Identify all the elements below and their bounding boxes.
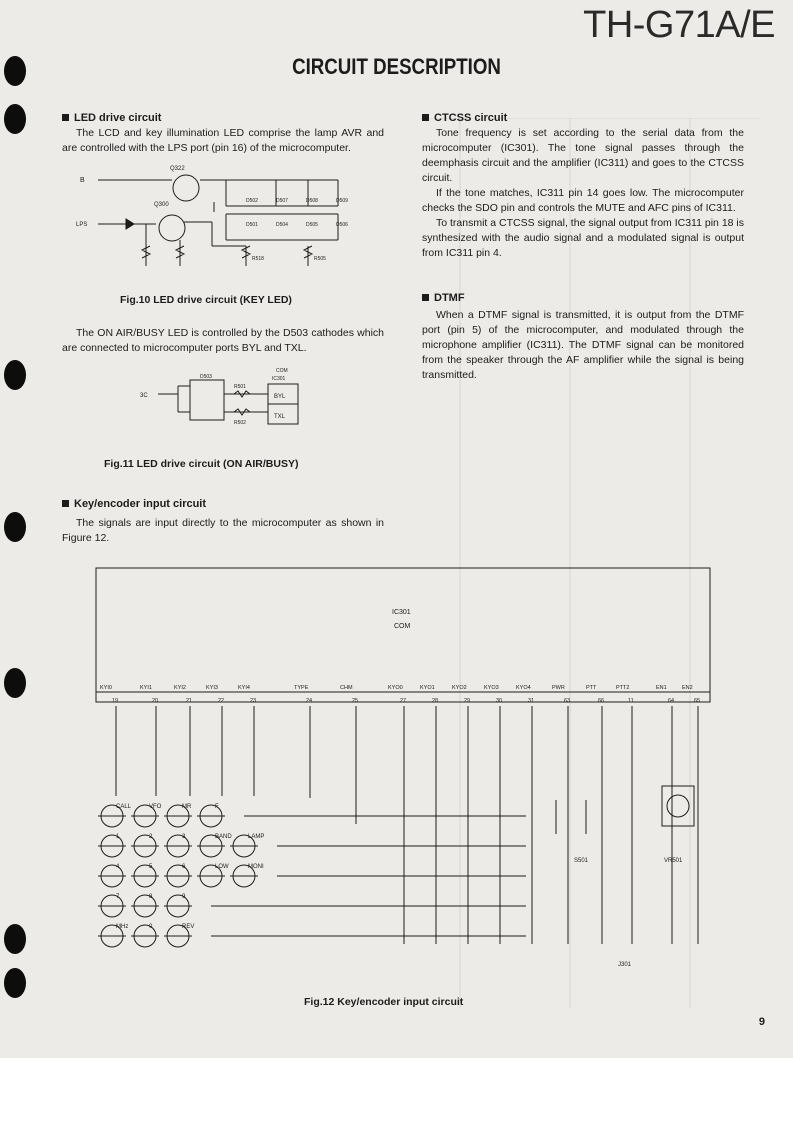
on-air-busy-text: The ON AIR/BUSY LED is controlled by the D503 cathodes which are connected to microcomputer ports BYL and TXL. xyxy=(62,327,384,354)
binder-hole xyxy=(4,104,26,134)
fig12-key-label: REV xyxy=(182,924,195,930)
fig12-port-ptt: PTT xyxy=(586,685,597,691)
fig12-key-label: LAMP xyxy=(248,834,265,840)
fig12-key-label: CALL xyxy=(116,804,132,810)
svg-text:D509: D509 xyxy=(336,198,348,204)
dtmf-text: When a DTMF signal is transmitted, it is output from the DTMF port (pin 5) of the microcomputer, and modulated through the microphone amplifier (IC311). The DTMF signal can be monitored from the speaker through the AF amplifier while the signal is being transmitted. xyxy=(422,309,744,381)
fig12-port-kyo3: KYO3 xyxy=(484,685,499,691)
svg-text:D507: D507 xyxy=(276,198,288,204)
binder-hole xyxy=(4,968,26,998)
binder-hole xyxy=(4,924,26,954)
fig12-key-label: 8 xyxy=(149,894,153,900)
fig12-key-label: LOW xyxy=(215,864,229,870)
fig10-led-drive-diagram xyxy=(76,162,376,288)
binder-hole xyxy=(4,668,26,698)
dtmf-heading: DTMF xyxy=(422,292,465,304)
fig10-caption: Fig.10 LED drive circuit (KEY LED) xyxy=(120,294,292,306)
fig12-key-label: 1 xyxy=(116,834,120,840)
svg-text:R518: R518 xyxy=(252,256,264,262)
ctcss-text: Tone frequency is set according to the serial data from the microcomputer (IC301). The tone signal passes through the deemphasis circuit and the amplifier (IC311) and goes to the CTCSS circuit. If the tone matches, IC311 pin 14 goes low. The microcomputer checks the SDO pin and controls the MUTE and AFC pins of IC311. To transmit a CTCSS signal, the signal output from IC311 pin 18 is synthesized with the audio signal and a modulated signal is output from IC311 pin 4. xyxy=(422,127,744,259)
fig12-key-label: 9 xyxy=(182,894,186,900)
svg-text:LPS: LPS xyxy=(76,222,88,228)
svg-text:3C: 3C xyxy=(140,393,148,399)
fig12-key-label: 5 xyxy=(149,864,153,870)
svg-text:Q322: Q322 xyxy=(170,166,185,172)
fig12-pin-30: 30 xyxy=(496,698,503,704)
led-drive-text: The LCD and key illumination LED comprise the lamp AVR and are controlled with the LPS port (pin 16) of the microcomputer. xyxy=(62,127,384,154)
fig12-port-kyo1: KYO1 xyxy=(420,685,435,691)
model-number: TH-G71A/E xyxy=(583,4,775,46)
fig12-key-label: MR xyxy=(182,804,192,810)
fig12-pin-24: 24 xyxy=(306,698,313,704)
key-encoder-text: The signals are input directly to the microcomputer as shown in Figure 12. xyxy=(62,517,384,544)
svg-text:R502: R502 xyxy=(234,420,246,426)
svg-text:R501: R501 xyxy=(234,384,246,390)
fig12-key-label: VFO xyxy=(149,804,162,810)
fig12-port-ptt2: PTT2 xyxy=(616,685,630,691)
fig12-port-kyi2: KYI2 xyxy=(174,685,186,691)
ctcss-heading: CTCSS circuit xyxy=(422,112,507,124)
svg-text:R505: R505 xyxy=(314,256,326,262)
fig12-pin-28: 28 xyxy=(432,698,439,704)
fig12-com-label: COM xyxy=(394,623,411,630)
fig12-pin-22: 22 xyxy=(218,698,225,704)
fig12-ic301-label: IC301 xyxy=(392,609,411,616)
fig12-port-chm: CHM xyxy=(340,685,353,691)
fig12-key-label: 2 xyxy=(149,834,153,840)
svg-text:BYL: BYL xyxy=(274,394,286,400)
fig11-caption: Fig.11 LED drive circuit (ON AIR/BUSY) xyxy=(104,458,299,470)
fig12-key-label: F xyxy=(215,804,219,810)
fig12-port-kyi4: KYI4 xyxy=(238,685,250,691)
fig12-port-kyo0: KYO0 xyxy=(388,685,403,691)
fig12-port-kyi1: KYI1 xyxy=(140,685,152,691)
fig12-pin-11: 11 xyxy=(628,698,634,704)
fig12-key-label: MHz xyxy=(116,924,129,930)
fig12-port-en2: EN2 xyxy=(682,685,693,691)
page-number: 9 xyxy=(758,1016,765,1028)
fig12-key-label: 6 xyxy=(182,864,186,870)
fig12-s501-label: S501 xyxy=(574,858,589,864)
fig11-on-air-busy-diagram xyxy=(138,366,318,430)
svg-text:D502: D502 xyxy=(246,198,258,204)
svg-text:D506: D506 xyxy=(336,222,348,228)
key-encoder-heading: Key/encoder input circuit xyxy=(62,498,206,510)
fig12-port-kyo4: KYO4 xyxy=(516,685,531,691)
fig12-key-label: 0 xyxy=(149,924,153,930)
svg-text:D503: D503 xyxy=(200,374,212,380)
page-title: CIRCUIT DESCRIPTION xyxy=(292,54,501,79)
svg-text:IC301: IC301 xyxy=(272,376,286,382)
fig12-pin-63: 63 xyxy=(564,698,571,704)
led-drive-heading: LED drive circuit xyxy=(62,112,161,124)
svg-text:D504: D504 xyxy=(276,222,288,228)
svg-text:B: B xyxy=(80,177,85,184)
fig12-pin-31: 31 xyxy=(528,698,535,704)
fig12-key-label: 3 xyxy=(182,834,186,840)
fig12-j301-label: J301 xyxy=(618,962,632,968)
fig12-pin-20: 20 xyxy=(152,698,159,704)
svg-text:Q300: Q300 xyxy=(154,202,169,208)
fig12-port-kyo2: KYO2 xyxy=(452,685,467,691)
fig12-port-type: TYPE xyxy=(294,685,309,691)
fig12-pin-64: 64 xyxy=(668,698,675,704)
fig12-port-pwr: PWR xyxy=(552,685,565,691)
fig12-pin-21: 21 xyxy=(186,698,193,704)
fig12-pin-65: 65 xyxy=(694,698,701,704)
svg-text:COM: COM xyxy=(276,368,288,374)
svg-text:TXL: TXL xyxy=(274,414,286,420)
fig12-pin-27: 27 xyxy=(400,698,407,704)
fig12-pin-66: 66 xyxy=(598,698,605,704)
binder-hole xyxy=(4,360,26,390)
fig12-key-encoder-diagram xyxy=(86,562,726,972)
svg-text:D505: D505 xyxy=(306,222,318,228)
fig12-port-en1: EN1 xyxy=(656,685,667,691)
fig12-key-label: 7 xyxy=(116,894,120,900)
fig12-pin-25: 25 xyxy=(352,698,359,704)
fig12-vr501-label: VR501 xyxy=(664,858,683,864)
fig12-pin-23: 23 xyxy=(250,698,257,704)
fig12-caption: Fig.12 Key/encoder input circuit xyxy=(304,996,464,1008)
fig12-pin-29: 29 xyxy=(464,698,471,704)
fig12-pin-19: 19 xyxy=(112,698,119,704)
fig12-port-kyi3: KYI3 xyxy=(206,685,218,691)
svg-text:D501: D501 xyxy=(246,222,258,228)
binder-hole xyxy=(4,512,26,542)
svg-text:D508: D508 xyxy=(306,198,318,204)
fig12-key-label: MONI xyxy=(248,864,264,870)
binder-hole xyxy=(4,56,26,86)
fig12-key-label: 4 xyxy=(116,864,120,870)
fig12-key-label: BAND xyxy=(215,834,232,840)
fig12-port-kyi0: KYI0 xyxy=(100,685,112,691)
